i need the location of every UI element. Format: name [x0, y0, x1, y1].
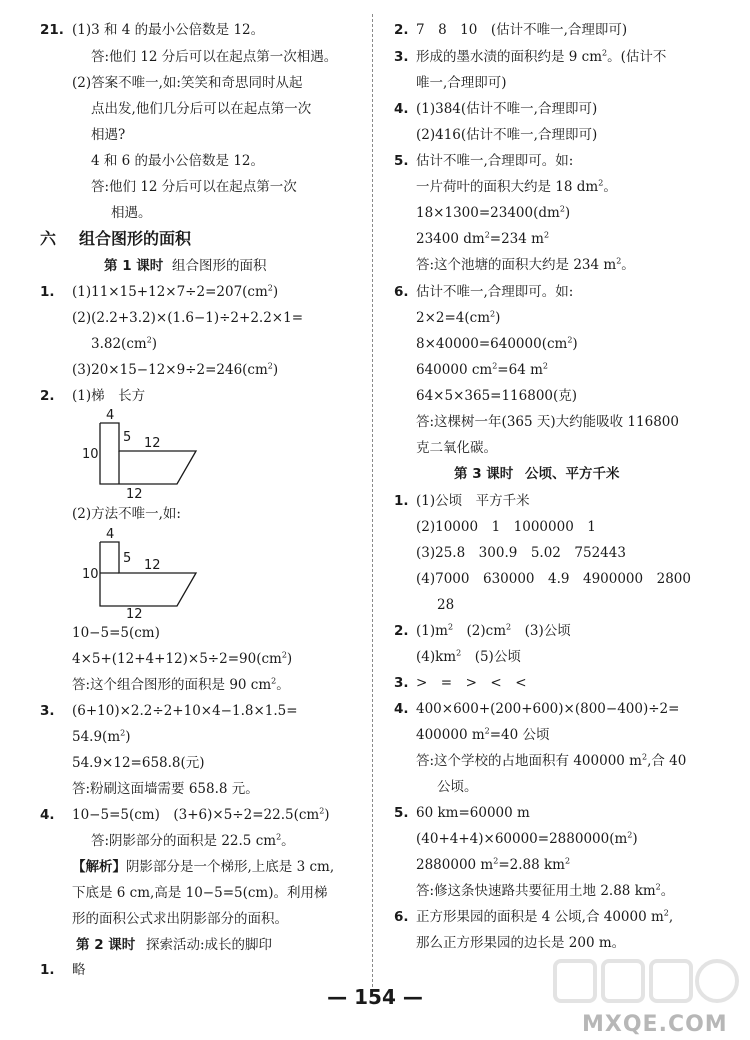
question-number: 4. [40, 807, 55, 823]
answer-line: 640000 $cm^2=64$ $m^2$ [416, 361, 548, 378]
question-number: 6. [394, 909, 409, 925]
figure-label-right: 12 [144, 436, 161, 451]
answer-line: (1)公顷 平方千米 [416, 493, 530, 509]
answer-line: $(1)m^2$ $(2)cm^2$ (3)公顷 [416, 622, 571, 639]
answer-line: 克二氧化碳。 [416, 440, 497, 456]
figure-label-top: 4 [106, 527, 115, 542]
answer-line: 答:这个学校的占地面积有 400000 $m^2$,合 40 [416, 752, 687, 769]
analysis-line: 下底是 6 cm,高是 10−5=5(cm)。利用梯 [72, 885, 328, 901]
answer-line: 点出发,他们几分后可以在起点第一次 [91, 101, 312, 117]
answer-line: 400×600+(200+600)×(800−400)÷2= [416, 701, 680, 717]
lesson-tag: 第 2 课时 [76, 937, 136, 953]
section-title: 组合图形的面积 [79, 229, 192, 248]
question-number: 2. [40, 388, 55, 404]
watermark-site: MXQE.COM [582, 1012, 728, 1037]
answer-line: 唯一,合理即可) [416, 75, 507, 91]
answer-line: (4)7000 630000 4.9 4900000 2800 [416, 571, 691, 587]
analysis-line: 形的面积公式求出阴影部分的面积。 [72, 911, 288, 927]
question-number: 2. [394, 22, 409, 38]
question-number: 4. [394, 701, 409, 717]
answer-line: (3)25.8 300.9 5.02 752443 [416, 545, 626, 561]
answer-line: 一片荷叶的面积大约是 18 $dm^2$。 [416, 178, 617, 195]
answer-line: (2)答案不唯一,如:笑笑和奇思同时从起 [72, 75, 303, 91]
answer-line: 10−5=5(cm) $(3+6)\times 5\div 2=22.5(cm^2)$ [72, 806, 330, 823]
section-number: 六 [40, 229, 57, 248]
answer-line: 估计不唯一,合理即可。如: [416, 153, 574, 169]
answer-line: (1)梯 长方 [72, 388, 146, 404]
figure-label-side: 10 [82, 567, 99, 582]
answer-line: 答:他们 12 分后可以在起点第一次 [91, 179, 297, 195]
question-number: 1. [40, 284, 55, 300]
answer-line: 答:这个池塘的面积大约是 234 $m^2$。 [416, 256, 635, 273]
answer-line: 那么正方形果园的边长是 200 m。 [416, 935, 626, 951]
answer-line: 答:修这条快速路共要征用土地 2.88 $km^2$。 [416, 882, 675, 899]
answer-line: 正方形果园的面积是 4 公顷,合 40000 $m^2$, [416, 908, 674, 925]
figure-label-right: 12 [144, 558, 161, 573]
composite-figure-2 [76, 524, 206, 619]
answer-line: 64×5×365=116800(克) [416, 388, 578, 404]
analysis-line: 【解析】阴影部分是一个梯形,上底是 3 cm, [72, 859, 335, 875]
lesson-title: 组合图形的面积 [172, 258, 267, 274]
answer-line: 估计不唯一,合理即可。如: [416, 284, 574, 300]
question-number: 5. [394, 805, 409, 821]
answer-line: $(3)20\times 15-12\times 9\div 2=246(cm^2)$ [72, 361, 279, 378]
answer-line: > = > < < [416, 675, 527, 691]
page-number: — 154 — [327, 985, 423, 1009]
answer-line: $8\times 40000=640000(cm^2)$ [416, 335, 578, 352]
answer-line: 相遇? [91, 127, 126, 143]
answer-line: 2880000 $m^2=2.88$ $km^2$ [416, 856, 571, 873]
question-number: 1. [394, 493, 409, 509]
question-number: 5. [394, 153, 409, 169]
answer-line: 形成的墨水渍的面积约是 9 $cm^2$。(估计不 [416, 48, 667, 65]
question-number: 3. [394, 675, 409, 691]
question-number: 3. [40, 703, 55, 719]
answer-line: 答:这个组合图形的面积是 90 $cm^2$。 [72, 676, 290, 693]
answer-line: 略 [72, 962, 86, 978]
lesson-title: 探索活动:成长的脚印 [146, 937, 273, 953]
answer-line: 23400 $dm^2=234$ $m^2$ [416, 230, 550, 247]
answer-line: (6+10)×2.2÷2+10×4−1.8×1.5= [72, 703, 298, 719]
lesson-tag: 第 3 课时 [454, 466, 514, 482]
answer-line: $(1)11\times 15+12\times 7\div 2=207(cm^2)$ [72, 283, 279, 300]
lesson-tag: 第 1 课时 [104, 258, 164, 274]
composite-figure-1 [76, 405, 206, 500]
answer-line: $3.82(cm^2)$ [91, 335, 158, 352]
question-number: 4. [394, 101, 409, 117]
figure-label-bottom: 12 [126, 487, 143, 500]
answer-line: 答:这棵树一年(365 天)大约能吸收 116800 [416, 414, 679, 430]
figure-label-inner: 5 [123, 430, 132, 445]
answer-line: 54.9×12=658.8(元) [72, 755, 205, 771]
question-number: 2. [394, 623, 409, 639]
question-number: 6. [394, 284, 409, 300]
figure-label-top: 4 [106, 408, 115, 423]
answer-line: 答:阴影部分的面积是 22.5 $cm^2$。 [91, 832, 295, 849]
answer-line: 答:粉刷这面墙需要 658.8 元。 [72, 781, 259, 797]
answer-line: $(40+4+4)\times 60000=2880000(m^2)$ [416, 830, 638, 847]
question-number: 1. [40, 962, 55, 978]
answer-line: 4 和 6 的最小公倍数是 12。 [91, 153, 265, 169]
answer-line: (2)(2.2+3.2)×(1.6−1)÷2+2.2×1= [72, 310, 304, 326]
answer-line: $2\times 2=4(cm^2)$ [416, 309, 501, 326]
question-number: 3. [394, 49, 409, 65]
answer-line: 答:他们 12 分后可以在起点第一次相遇。 [91, 49, 338, 65]
answer-line: (1)3 和 4 的最小公倍数是 12。 [72, 22, 265, 38]
figure-label-bottom: 12 [126, 607, 143, 619]
answer-line: $(4)km^2$ (5)公顷 [416, 648, 521, 665]
lesson-title: 公顷、平方千米 [525, 466, 620, 482]
answer-line: 相遇。 [111, 205, 152, 221]
answer-line: (2)416(估计不唯一,合理即可) [416, 127, 598, 143]
answer-line: 400000 $m^2=40$ 公顷 [416, 726, 550, 743]
answer-line: $18\times 1300=23400(dm^2)$ [416, 204, 571, 221]
answer-line: (2)方法不唯一,如: [72, 506, 181, 522]
figure-label-side: 10 [82, 447, 99, 462]
answer-line: (2)10000 1 1000000 1 [416, 519, 596, 535]
answer-line: $4\times 5+(12+4+12)\times 5\div 2=90(cm^2)$ [72, 650, 293, 667]
answer-line: 10−5=5(cm) [72, 625, 160, 641]
figure-label-inner: 5 [123, 551, 132, 566]
analysis-tag: 【解析】 [72, 859, 126, 875]
answer-line: 28 [437, 597, 455, 613]
question-number: 21. [40, 22, 64, 38]
answer-line: 公顷。 [437, 779, 478, 795]
answer-line: $54.9(m^2)$ [72, 728, 131, 745]
answer-line: 7 8 10 (估计不唯一,合理即可) [416, 22, 628, 38]
answer-line: 60 km=60000 m [416, 805, 530, 821]
column-divider [372, 14, 373, 992]
answer-line: (1)384(估计不唯一,合理即可) [416, 101, 598, 117]
